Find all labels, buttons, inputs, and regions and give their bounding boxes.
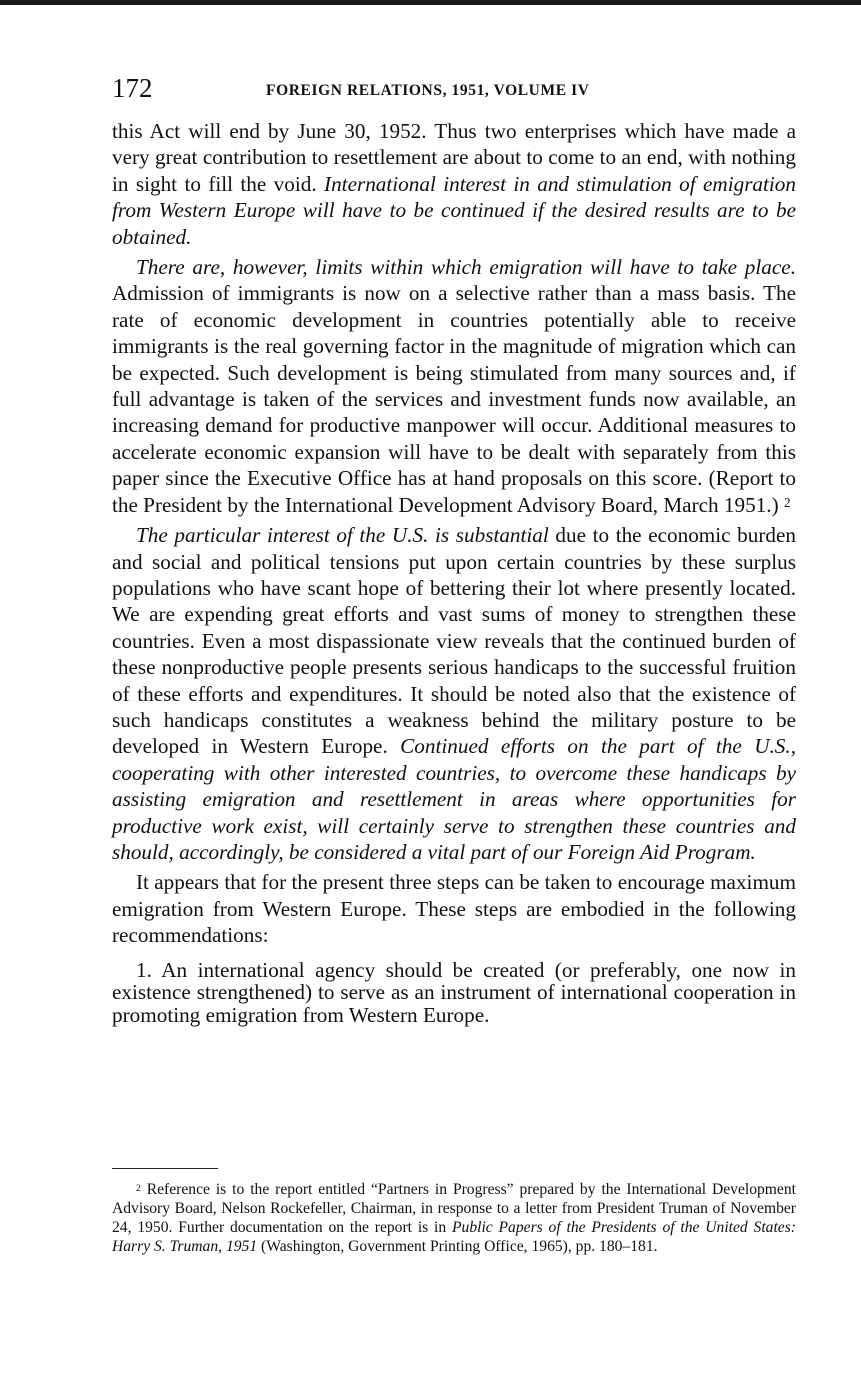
footnote-marker: 2 (136, 1182, 141, 1194)
paragraph-3-italic-end: Continued efforts on the part of the U.S., cooperating with other interested countries, to overcome these handicaps by assisting emigration and resettlement in areas where opportunities for productive work exist, will certainly serve to strengthen these countries and should, accordingly, be considered a vital part of our Foreign Aid Program. (112, 734, 796, 864)
paragraph-3-text: due to the economic burden and social and political tensions put upon certain countries by these surplus populations who have scant hope of bettering their lot where presently located. We are expending great efforts and vast sums of money to strengthen these countries. Even a most dispassionate view reveals that the continued burden of these nonproductive people presents serious handicaps to the successful fruition of these efforts and expenditures. It should be noted also that the existence of such handicaps constitutes a weakness behind the military posture to be developed in Western Europe. (112, 523, 797, 759)
recommendation-1 (112, 959, 796, 1027)
paragraph-2 (112, 254, 796, 518)
page-number: 172 (112, 73, 153, 103)
footnote-2 (112, 1180, 796, 1256)
paragraph-4-text: It appears that for the present three steps can be taken to encourage maximum emigration from Western Europe. These steps are embodied in the following recommendations: (112, 870, 796, 948)
running-head: FOREIGN RELATIONS, 1951, VOLUME IV (266, 82, 590, 99)
page-header (112, 70, 796, 110)
footnote-reference: 2 (783, 495, 791, 511)
paragraph-1 (112, 118, 796, 250)
paragraph-4 (112, 869, 796, 948)
footnote-italic-title: Public Papers of the Presidents of the United States: Harry S. Truman, 1951 (112, 1219, 796, 1255)
paragraph-3-italic: The particular interest of the U.S. is substantial (136, 523, 549, 548)
body-text (112, 118, 796, 1026)
paragraph-2-italic: There are, however, limits within which emigration will have to take place. (136, 255, 796, 280)
footnote-text: Reference is to the report entitled “Partners in Progress” prepared by the International Development Advisory Board, Nelson Rockefeller, Chairman, in response to a letter from President Truman of November 24, 1950. Further documentation on the report is in (112, 1181, 796, 1236)
footnote-divider (112, 1168, 218, 1169)
paragraph-1-text: this Act will end by June 30, 1952. Thus two enterprises which have made a very great contribution to resettlement are about to come to an end, with nothing in sight to fill the void. (112, 119, 796, 196)
recommendation-1-text: 1. An international agency should be created (or preferably, one now in existence strengthened) to serve as an instrument of international cooperation in promoting emigration from Western Europe. (112, 957, 796, 1027)
footnote-text-end: (Washington, Government Printing Office, 1965), pp. 180–181. (257, 1238, 658, 1255)
paragraph-2-text: Admission of immigrants is now on a selective rather than a mass basis. The rate of economic development in countries potentially able to receive immigrants is the real governing factor in the magnitude of migration which can be expected. Such development is being stimulated from many sources and, if full advantage is taken of the services and investment funds now available, an increasing demand for productive manpower will occur. Additional measures to accelerate economic expansion will have to be dealt with separately from this paper since the Executive Office has at hand proposals on this score. (Report to the President by the International Development Advisory Board, March 1951.) (112, 281, 796, 517)
paragraph-3 (112, 522, 796, 865)
paragraph-1-italic: International interest in and stimulation of emigration from Western Europe will have to be continued if the desired results are to be obtained. (112, 171, 796, 249)
